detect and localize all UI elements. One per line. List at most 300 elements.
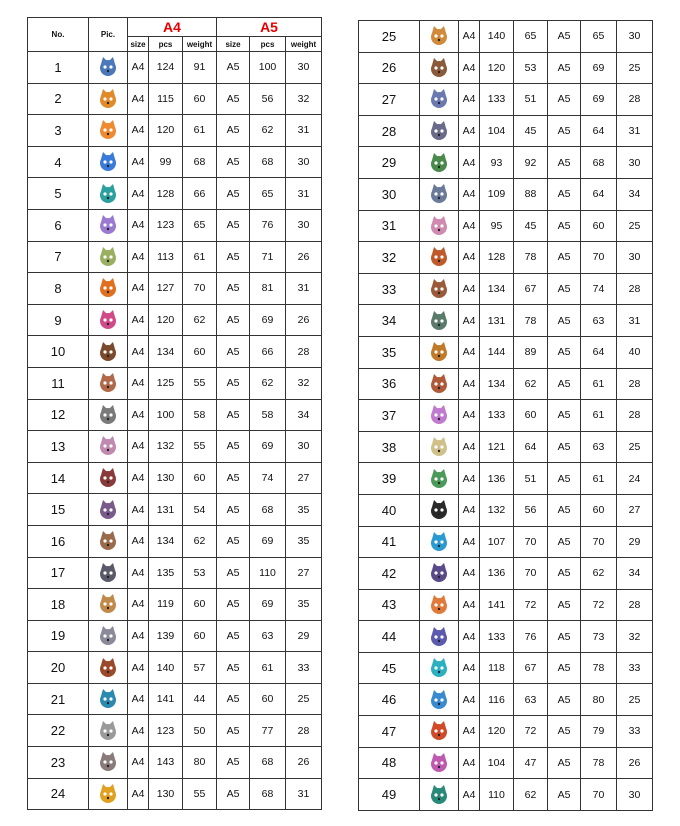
row-picture (89, 525, 128, 557)
row-picture (420, 336, 459, 368)
a4-size-cell: A4 (459, 463, 480, 495)
a4-weight-cell: 44 (183, 683, 217, 715)
header-a4-pcs: pcs (149, 37, 183, 52)
table-row (359, 589, 653, 621)
a5-size-cell: A5 (217, 241, 250, 273)
a5-weight-cell: 30 (617, 147, 653, 179)
table-row (359, 210, 653, 242)
cat-icon (97, 530, 119, 552)
a5-pcs-cell: 58 (250, 399, 286, 431)
row-number: 28 (359, 115, 420, 147)
a5-size-cell: A5 (217, 494, 250, 526)
row-picture (420, 779, 459, 811)
a4-size-cell: A4 (459, 84, 480, 116)
tiger-icon (428, 562, 450, 584)
a5-size-cell: A5 (217, 620, 250, 652)
row-picture (89, 589, 128, 621)
parrot-icon (97, 783, 119, 805)
a5-weight-cell: 31 (286, 778, 322, 810)
dog-icon (97, 372, 119, 394)
table-row (359, 779, 653, 811)
table-row (359, 336, 653, 368)
a4-weight-cell: 78 (514, 305, 548, 337)
a5-weight-cell: 30 (286, 146, 322, 178)
a5-size-cell: A5 (548, 431, 581, 463)
table-row (28, 273, 322, 305)
row-picture (89, 367, 128, 399)
a4-weight-cell: 70 (183, 273, 217, 305)
a5-size-cell: A5 (217, 52, 250, 84)
a5-size-cell: A5 (217, 304, 250, 336)
a5-pcs-cell: 60 (250, 683, 286, 715)
table-row (28, 589, 322, 621)
panda-icon (97, 562, 119, 584)
butterfly-icon (428, 215, 450, 237)
a5-pcs-cell: 65 (250, 178, 286, 210)
cat-icon (428, 436, 450, 458)
wolf-icon (428, 120, 450, 142)
a4-weight-cell: 66 (183, 178, 217, 210)
row-picture (420, 684, 459, 716)
puzzle-table-right (358, 20, 653, 811)
table-row (28, 747, 322, 779)
row-number: 46 (359, 684, 420, 716)
a4-weight-cell: 55 (183, 367, 217, 399)
row-picture (89, 652, 128, 684)
a5-weight-cell: 30 (617, 242, 653, 274)
a4-weight-cell: 72 (514, 589, 548, 621)
row-picture (89, 399, 128, 431)
a5-weight-cell: 28 (617, 589, 653, 621)
a5-size-cell: A5 (548, 652, 581, 684)
row-picture (89, 336, 128, 368)
a5-weight-cell: 30 (617, 779, 653, 811)
elephant-icon (97, 720, 119, 742)
a4-weight-cell: 92 (514, 147, 548, 179)
row-number: 27 (359, 84, 420, 116)
table-row (28, 115, 322, 147)
row-number: 17 (28, 557, 89, 589)
table-row (28, 209, 322, 241)
a5-weight-cell: 27 (286, 462, 322, 494)
table-row (359, 747, 653, 779)
table-row (359, 368, 653, 400)
row-number: 37 (359, 400, 420, 432)
row-picture (89, 431, 128, 463)
table-row (359, 558, 653, 590)
lion-icon (428, 25, 450, 47)
row-number: 35 (359, 336, 420, 368)
table-row (28, 367, 322, 399)
a4-size-cell: A4 (459, 368, 480, 400)
a4-pcs-cell: 104 (480, 747, 514, 779)
row-picture (89, 52, 128, 84)
dragon-icon (97, 214, 119, 236)
header-a5-pcs: pcs (250, 37, 286, 52)
a4-pcs-cell: 128 (149, 178, 183, 210)
a4-pcs-cell: 110 (480, 779, 514, 811)
table-row (28, 83, 322, 115)
row-number: 33 (359, 273, 420, 305)
table-row (359, 431, 653, 463)
a5-weight-cell: 30 (617, 21, 653, 53)
row-picture (89, 494, 128, 526)
a4-size-cell: A4 (128, 494, 149, 526)
a5-weight-cell: 28 (617, 84, 653, 116)
a4-size-cell: A4 (128, 83, 149, 115)
row-picture (420, 652, 459, 684)
a5-weight-cell: 35 (286, 589, 322, 621)
a5-pcs-cell: 71 (250, 241, 286, 273)
a5-pcs-cell: 61 (581, 463, 617, 495)
a5-weight-cell: 25 (286, 683, 322, 715)
eagle-icon (97, 499, 119, 521)
a5-weight-cell: 32 (286, 83, 322, 115)
header-pic: Pic. (89, 18, 128, 52)
row-picture (420, 589, 459, 621)
a5-pcs-cell: 68 (581, 147, 617, 179)
table-row (28, 399, 322, 431)
a4-size-cell: A4 (459, 273, 480, 305)
a4-size-cell: A4 (128, 241, 149, 273)
a4-size-cell: A4 (128, 273, 149, 305)
row-number: 12 (28, 399, 89, 431)
a4-weight-cell: 72 (514, 716, 548, 748)
a5-size-cell: A5 (217, 715, 250, 747)
a5-pcs-cell: 61 (581, 400, 617, 432)
table-row (359, 273, 653, 305)
a4-weight-cell: 60 (183, 620, 217, 652)
a5-size-cell: A5 (548, 305, 581, 337)
a4-weight-cell: 63 (514, 684, 548, 716)
a5-size-cell: A5 (548, 336, 581, 368)
header-a4: A4 (128, 18, 217, 37)
a5-pcs-cell: 69 (250, 304, 286, 336)
fox-icon (428, 657, 450, 679)
a5-weight-cell: 32 (617, 621, 653, 653)
row-picture (89, 178, 128, 210)
a4-size-cell: A4 (128, 589, 149, 621)
a5-size-cell: A5 (217, 336, 250, 368)
row-number: 5 (28, 178, 89, 210)
row-picture (89, 241, 128, 273)
a4-pcs-cell: 130 (149, 778, 183, 810)
a4-pcs-cell: 134 (480, 273, 514, 305)
a4-size-cell: A4 (459, 684, 480, 716)
a5-pcs-cell: 64 (581, 178, 617, 210)
a5-pcs-cell: 100 (250, 52, 286, 84)
a5-size-cell: A5 (548, 210, 581, 242)
table-row (28, 557, 322, 589)
a4-pcs-cell: 143 (149, 747, 183, 779)
a4-pcs-cell: 116 (480, 684, 514, 716)
row-number: 9 (28, 304, 89, 336)
a5-pcs-cell: 76 (250, 209, 286, 241)
table-row (359, 147, 653, 179)
owl-icon (428, 310, 450, 332)
a4-pcs-cell: 107 (480, 526, 514, 558)
a4-size-cell: A4 (128, 652, 149, 684)
a4-pcs-cell: 130 (149, 462, 183, 494)
row-number: 41 (359, 526, 420, 558)
row-picture (420, 52, 459, 84)
table-body-left (28, 52, 322, 810)
a5-pcs-cell: 63 (581, 305, 617, 337)
a4-pcs-cell: 140 (149, 652, 183, 684)
a4-weight-cell: 50 (183, 715, 217, 747)
a5-weight-cell: 29 (617, 526, 653, 558)
table-row (28, 715, 322, 747)
fish-icon (97, 119, 119, 141)
a4-pcs-cell: 109 (480, 178, 514, 210)
a4-size-cell: A4 (459, 431, 480, 463)
a5-weight-cell: 25 (617, 210, 653, 242)
table-row (28, 683, 322, 715)
a5-pcs-cell: 65 (581, 21, 617, 53)
row-number: 26 (359, 52, 420, 84)
a4-pcs-cell: 133 (480, 400, 514, 432)
a5-weight-cell: 31 (286, 178, 322, 210)
table-row (28, 778, 322, 810)
row-picture (420, 368, 459, 400)
table-row (28, 525, 322, 557)
a4-pcs-cell: 135 (149, 557, 183, 589)
row-number: 43 (359, 589, 420, 621)
a5-pcs-cell: 69 (581, 84, 617, 116)
row-number: 40 (359, 494, 420, 526)
a4-weight-cell: 60 (183, 83, 217, 115)
a4-size-cell: A4 (459, 52, 480, 84)
tiger-icon (97, 625, 119, 647)
a4-weight-cell: 51 (514, 463, 548, 495)
a4-size-cell: A4 (128, 178, 149, 210)
a5-size-cell: A5 (217, 683, 250, 715)
a4-weight-cell: 57 (183, 652, 217, 684)
row-picture (89, 462, 128, 494)
row-number: 18 (28, 589, 89, 621)
table-row (359, 84, 653, 116)
a4-size-cell: A4 (459, 400, 480, 432)
lion-icon (97, 88, 119, 110)
row-number: 22 (28, 715, 89, 747)
a5-weight-cell: 32 (286, 367, 322, 399)
a5-pcs-cell: 68 (250, 747, 286, 779)
bird-icon (428, 689, 450, 711)
table-row (359, 652, 653, 684)
a5-size-cell: A5 (548, 558, 581, 590)
row-number: 8 (28, 273, 89, 305)
a4-weight-cell: 70 (514, 526, 548, 558)
puzzle-table-left (27, 17, 322, 810)
row-number: 11 (28, 367, 89, 399)
a4-pcs-cell: 120 (149, 115, 183, 147)
header-a4-weight: weight (183, 37, 217, 52)
butterfly-icon (97, 151, 119, 173)
a4-weight-cell: 55 (183, 431, 217, 463)
a4-size-cell: A4 (128, 683, 149, 715)
table-row (28, 146, 322, 178)
row-number: 36 (359, 368, 420, 400)
a5-pcs-cell: 66 (250, 336, 286, 368)
a4-size-cell: A4 (459, 494, 480, 526)
a5-weight-cell: 33 (617, 716, 653, 748)
a5-size-cell: A5 (548, 494, 581, 526)
a5-size-cell: A5 (217, 209, 250, 241)
row-picture (420, 115, 459, 147)
a5-size-cell: A5 (217, 83, 250, 115)
a4-weight-cell: 45 (514, 210, 548, 242)
a5-size-cell: A5 (548, 21, 581, 53)
a4-weight-cell: 61 (183, 115, 217, 147)
row-number: 30 (359, 178, 420, 210)
a5-pcs-cell: 68 (250, 494, 286, 526)
row-picture (420, 147, 459, 179)
row-number: 20 (28, 652, 89, 684)
table-row (359, 305, 653, 337)
a4-weight-cell: 60 (183, 336, 217, 368)
a4-weight-cell: 70 (514, 558, 548, 590)
a5-weight-cell: 28 (286, 715, 322, 747)
a4-size-cell: A4 (459, 716, 480, 748)
table-row (28, 431, 322, 463)
a4-pcs-cell: 113 (149, 241, 183, 273)
a5-weight-cell: 34 (286, 399, 322, 431)
a4-weight-cell: 53 (514, 52, 548, 84)
a5-pcs-cell: 74 (581, 273, 617, 305)
row-number: 29 (359, 147, 420, 179)
a5-pcs-cell: 68 (250, 778, 286, 810)
table-row (359, 684, 653, 716)
a5-size-cell: A5 (217, 747, 250, 779)
a4-weight-cell: 67 (514, 652, 548, 684)
a5-size-cell: A5 (217, 367, 250, 399)
a4-pcs-cell: 95 (480, 210, 514, 242)
a5-pcs-cell: 70 (581, 526, 617, 558)
row-picture (89, 557, 128, 589)
penguin-icon (428, 626, 450, 648)
a5-weight-cell: 35 (286, 525, 322, 557)
a5-pcs-cell: 61 (581, 368, 617, 400)
a4-pcs-cell: 132 (480, 494, 514, 526)
table-row (359, 21, 653, 53)
a4-pcs-cell: 123 (149, 209, 183, 241)
a5-pcs-cell: 60 (581, 210, 617, 242)
row-picture (89, 146, 128, 178)
a4-size-cell: A4 (459, 652, 480, 684)
a4-size-cell: A4 (459, 336, 480, 368)
a5-weight-cell: 34 (617, 558, 653, 590)
a5-size-cell: A5 (548, 589, 581, 621)
a4-pcs-cell: 125 (149, 367, 183, 399)
dinosaur-icon (97, 246, 119, 268)
a5-pcs-cell: 63 (581, 431, 617, 463)
seahorse-icon (428, 594, 450, 616)
row-number: 6 (28, 209, 89, 241)
a5-pcs-cell: 56 (250, 83, 286, 115)
a5-pcs-cell: 62 (250, 115, 286, 147)
a4-weight-cell: 60 (183, 462, 217, 494)
a4-pcs-cell: 144 (480, 336, 514, 368)
a4-size-cell: A4 (128, 462, 149, 494)
a5-pcs-cell: 110 (250, 557, 286, 589)
chameleon-icon (428, 531, 450, 553)
table-row (359, 463, 653, 495)
bear-icon (428, 57, 450, 79)
bat-icon (97, 688, 119, 710)
a5-size-cell: A5 (217, 115, 250, 147)
a5-size-cell: A5 (548, 273, 581, 305)
a4-weight-cell: 65 (514, 21, 548, 53)
a4-weight-cell: 55 (183, 778, 217, 810)
a5-weight-cell: 31 (617, 115, 653, 147)
row-picture (420, 558, 459, 590)
row-number: 2 (28, 83, 89, 115)
row-picture (420, 305, 459, 337)
a4-size-cell: A4 (128, 52, 149, 84)
a5-pcs-cell: 79 (581, 716, 617, 748)
row-number: 4 (28, 146, 89, 178)
a4-size-cell: A4 (128, 304, 149, 336)
a4-pcs-cell: 93 (480, 147, 514, 179)
table-row (359, 52, 653, 84)
table-row (28, 178, 322, 210)
a4-size-cell: A4 (459, 21, 480, 53)
table-row (359, 242, 653, 274)
a4-size-cell: A4 (128, 715, 149, 747)
a5-weight-cell: 30 (286, 431, 322, 463)
a5-pcs-cell: 78 (581, 652, 617, 684)
row-number: 45 (359, 652, 420, 684)
a4-pcs-cell: 124 (149, 52, 183, 84)
row-number: 10 (28, 336, 89, 368)
a4-weight-cell: 91 (183, 52, 217, 84)
row-number: 47 (359, 716, 420, 748)
a5-pcs-cell: 81 (250, 273, 286, 305)
a5-weight-cell: 40 (617, 336, 653, 368)
a4-pcs-cell: 118 (480, 652, 514, 684)
a5-weight-cell: 27 (286, 557, 322, 589)
a4-weight-cell: 62 (514, 368, 548, 400)
row-picture (89, 209, 128, 241)
row-picture (420, 431, 459, 463)
table-row (359, 526, 653, 558)
a4-weight-cell: 64 (514, 431, 548, 463)
a4-pcs-cell: 136 (480, 558, 514, 590)
cat-icon (97, 404, 119, 426)
a5-size-cell: A5 (217, 652, 250, 684)
table-row (359, 178, 653, 210)
table-row (28, 462, 322, 494)
row-number: 24 (28, 778, 89, 810)
a5-weight-cell: 33 (286, 652, 322, 684)
a4-pcs-cell: 131 (480, 305, 514, 337)
a5-pcs-cell: 69 (581, 52, 617, 84)
a4-size-cell: A4 (128, 431, 149, 463)
a4-size-cell: A4 (128, 620, 149, 652)
a5-pcs-cell: 64 (581, 336, 617, 368)
a4-size-cell: A4 (459, 589, 480, 621)
a4-size-cell: A4 (459, 779, 480, 811)
row-picture (420, 400, 459, 432)
row-picture (89, 683, 128, 715)
row-number: 23 (28, 747, 89, 779)
row-picture (89, 747, 128, 779)
a4-size-cell: A4 (459, 147, 480, 179)
owl-icon (97, 56, 119, 78)
rooster-icon (97, 341, 119, 363)
a5-pcs-cell: 77 (250, 715, 286, 747)
a5-size-cell: A5 (217, 778, 250, 810)
